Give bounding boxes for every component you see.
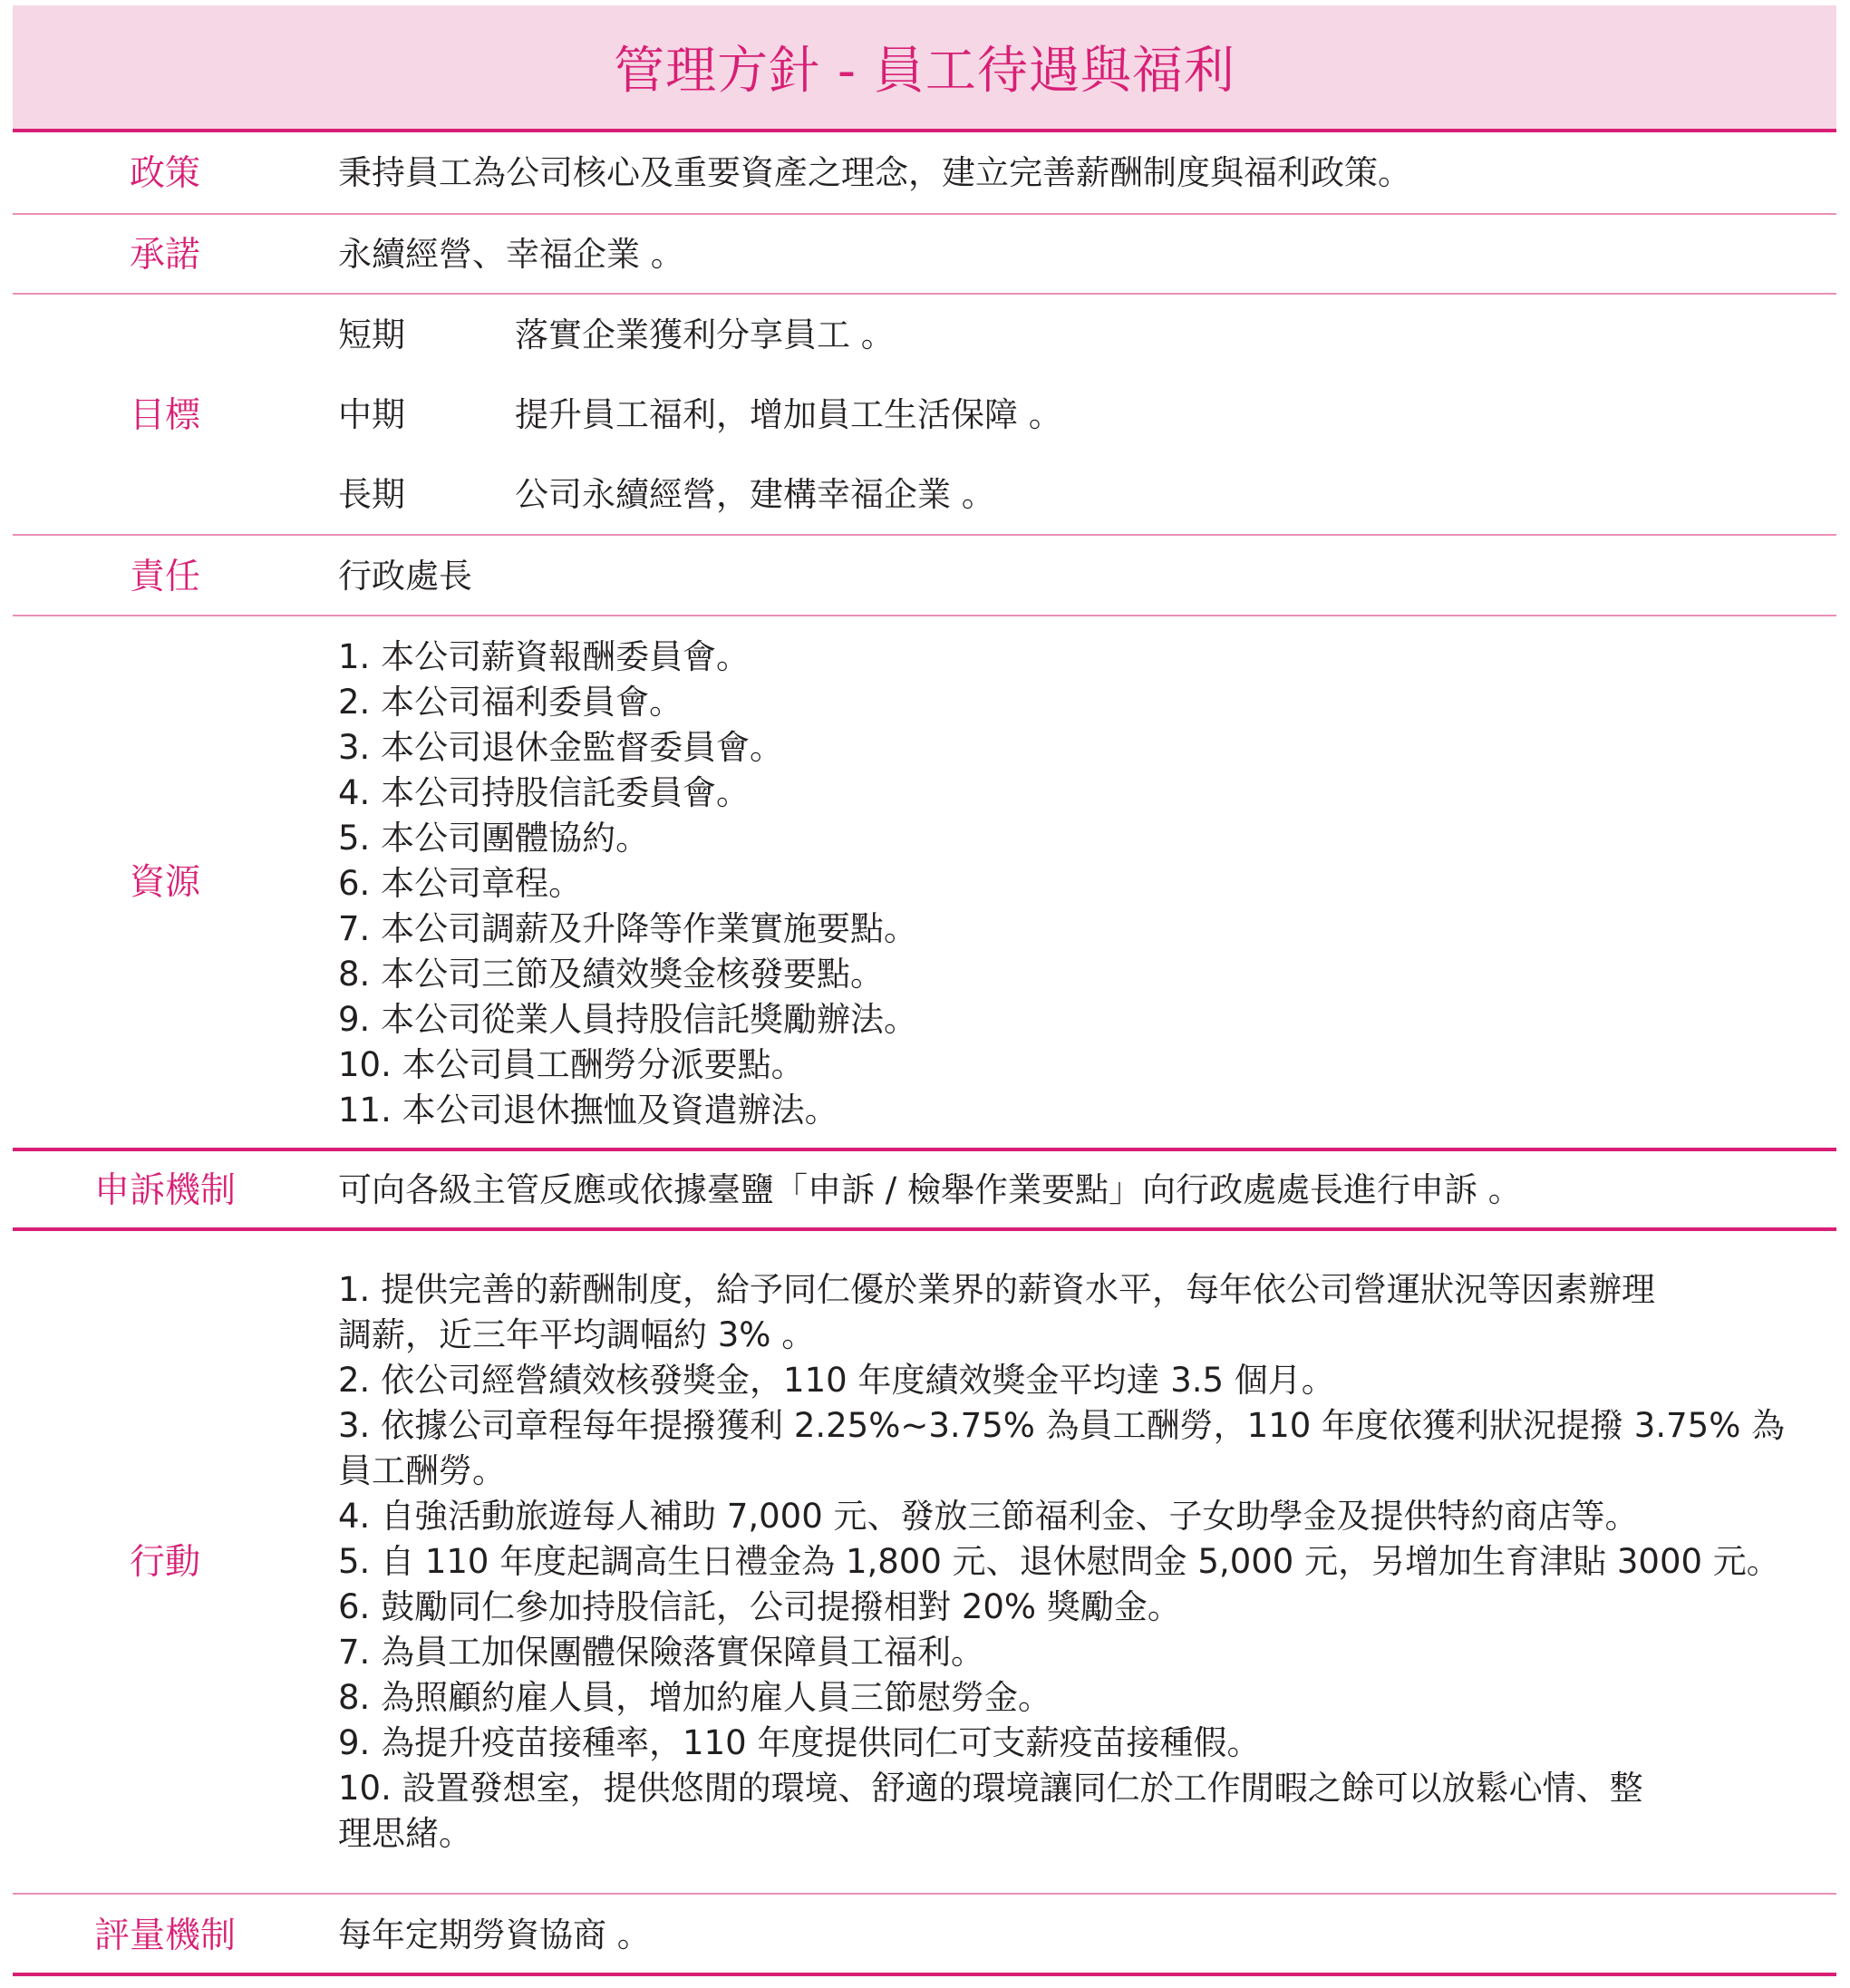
list-item: 4. 自強活動旅遊每人補助 7,000 元、發放三節福利金、子女助學金及提供特約商店等。 [338, 1497, 1639, 1536]
list-item: 6. 鼓勵同仁參加持股信託，公司提撥相對 20% 獎勵金。 [338, 1587, 1181, 1626]
goal-term: 短期 [338, 315, 405, 354]
row-label-goals: 目標 [129, 395, 200, 436]
evaluation-text: 每年定期勞資協商 。 [338, 1915, 651, 1954]
list-item: 5. 自 110 年度起調高生日禮金為 1,800 元、退休慰問金 5,000 元，另增加生育津貼 3000 元。 [338, 1542, 1780, 1581]
list-item: 理思緒。 [338, 1814, 472, 1853]
divider [13, 129, 1836, 132]
row-label-commitment: 承諾 [129, 235, 200, 276]
goal-text: 提升員工福利，增加員工生活保障 。 [515, 395, 1062, 434]
policy-text: 秉持員工為公司核心及重要資產之理念，建立完善薪酬制度與福利政策。 [338, 153, 1411, 192]
list-item: 9. 為提升疫苗接種率，110 年度提供同仁可支薪疫苗接種假。 [338, 1723, 1261, 1762]
list-item: 5. 本公司團體協約。 [338, 819, 650, 858]
resources-list [338, 635, 917, 1133]
goal-term: 長期 [338, 475, 405, 514]
row-label-responsibility: 責任 [129, 557, 200, 597]
commitment-text: 永續經營、幸福企業 。 [338, 235, 684, 274]
divider [13, 1973, 1836, 1976]
list-item: 11. 本公司退休撫恤及資遣辦法。 [338, 1091, 838, 1130]
list-item: 2. 本公司福利委員會。 [338, 683, 683, 722]
divider [13, 1148, 1836, 1151]
list-item: 3. 本公司退休金監督委員會。 [338, 728, 784, 767]
page-title: 管理方針 - 員工待遇與福利 [614, 42, 1235, 101]
divider [13, 293, 1836, 295]
list-item: 10. 設置發想室，提供悠閒的環境、舒適的環境讓同仁於工作閒暇之餘可以放鬆心情、整 [338, 1769, 1643, 1808]
row-label-policy: 政策 [129, 153, 200, 194]
row-label-evaluation: 評量機制 [93, 1915, 236, 1956]
list-item: 7. 為員工加保團體保險落實保障員工福利。 [338, 1633, 985, 1672]
list-item: 3. 依據公司章程每年提撥獲利 2.25%~3.75% 為員工酬勞，110 年度依獲利狀況提撥 3.75% 為 [338, 1406, 1786, 1445]
list-item: 8. 為照顧約雇人員，增加約雇人員三節慰勞金。 [338, 1678, 1052, 1717]
list-item: 員工酬勞。 [338, 1451, 506, 1490]
list-item: 10. 本公司員工酬勞分派要點。 [338, 1045, 805, 1084]
divider [13, 1227, 1836, 1231]
list-item: 8. 本公司三節及績效獎金核發要點。 [338, 955, 885, 994]
list-item: 2. 依公司經營績效核發獎金，110 年度績效獎金平均達 3.5 個月。 [338, 1361, 1335, 1400]
row-label-grievance: 申訴機制 [93, 1170, 236, 1211]
goal-text: 落實企業獲利分享員工 。 [515, 315, 895, 354]
divider [13, 534, 1836, 536]
list-item: 6. 本公司章程。 [338, 864, 583, 903]
list-item: 7. 本公司調薪及升降等作業實施要點。 [338, 909, 918, 948]
list-item: 9. 本公司從業人員持股信託獎勵辦法。 [338, 1000, 918, 1039]
responsibility-text: 行政處長 [338, 557, 472, 596]
divider [13, 1893, 1836, 1895]
goal-row [338, 393, 1062, 438]
actions-list [338, 1267, 1785, 1857]
row-label-actions: 行動 [129, 1542, 200, 1583]
goal-row [338, 313, 895, 358]
divider [13, 615, 1836, 616]
list-item: 4. 本公司持股信託委員會。 [338, 773, 751, 812]
goal-text: 公司永續經營，建構幸福企業 。 [515, 475, 995, 514]
divider [13, 213, 1836, 215]
row-label-resources: 資源 [129, 862, 200, 903]
list-item: 調薪，近三年平均調幅約 3% 。 [338, 1315, 816, 1354]
title-banner [13, 5, 1836, 129]
goal-term: 中期 [338, 395, 405, 434]
grievance-text: 可向各級主管反應或依據臺鹽「申訴 / 檢舉作業要點」向行政處處長進行申訴 。 [338, 1170, 1522, 1209]
list-item: 1. 提供完善的薪酬制度，給予同仁優於業界的薪資水平，每年依公司營運狀況等因素辦理 [338, 1270, 1656, 1309]
goal-row [338, 472, 995, 518]
list-item: 1. 本公司薪資報酬委員會。 [338, 637, 751, 676]
